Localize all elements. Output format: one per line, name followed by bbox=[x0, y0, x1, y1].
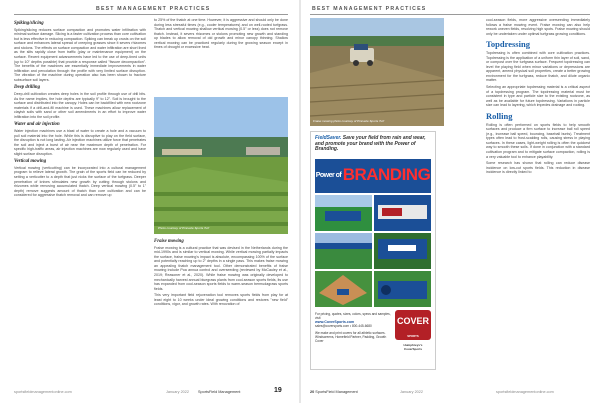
section-header-right: BEST MANAGEMENT PRACTICES bbox=[312, 6, 427, 12]
page-number-right: 20 bbox=[310, 390, 315, 394]
ad-photo-windscreen bbox=[374, 195, 431, 231]
paragraph: Selecting an appropriate topdressing material is a critical aspect of a topdressing program. The topdressing material must be consistent in type and particle size to the existing rootzone, as well as be available for future topdressing. Variations in particle size can lead to layering, which impedes drainage and rooting. bbox=[486, 85, 590, 108]
paragraph: Deep-drill cultivation creates deep holes in the soil profile through use of drill bits. As the name implies, the hole depths are typically 9" to 12". Soil is brought to the surface and distributed into the canopy. Holes can be backfilled with new rootzone materials if a drill-and-fill machine is used. These machines allow replacement of clayish soils with sand or other soil amendments in an effort to improve water infiltration into the soil profile. bbox=[14, 91, 146, 119]
footer-date-right: January 2022 bbox=[400, 390, 424, 394]
fraise-mowing-photo bbox=[310, 18, 444, 126]
ad-sub-brand: Humphreys's CoverSports bbox=[403, 343, 423, 351]
subheading: Fraise mowing bbox=[154, 239, 184, 244]
fraise-photo-image bbox=[310, 18, 444, 126]
ad-headline-text: Save your field from rain and wear, and promote your brand with the Power of Branding. bbox=[315, 135, 426, 153]
ad-branding-text bbox=[315, 165, 431, 185]
ad-footer bbox=[315, 312, 391, 343]
photo-caption: Photo courtesy of Pinnacle Sports Turf bbox=[158, 226, 210, 230]
ad-footer-line1: For pricing, quotes, sizes, colors, specs and samples, visit bbox=[315, 312, 391, 320]
ad-branding-highlight: BRANDING bbox=[342, 165, 431, 184]
ad-photo-stadium bbox=[315, 233, 372, 269]
ad-branding-prefix: Power of bbox=[315, 172, 343, 180]
field-aerial-photo bbox=[154, 97, 288, 234]
logo-subtext: SPORTS bbox=[407, 334, 419, 338]
left-column-1 bbox=[14, 18, 146, 200]
ad-photo-field-cover bbox=[315, 195, 372, 231]
ad-headline bbox=[315, 136, 431, 153]
section-heading: Rolling bbox=[486, 110, 513, 121]
subheading: Water and air injection bbox=[14, 122, 60, 128]
paragraph: Topdressing is often combined with core cultivation practices. Topdressing is the application of a uniform thin layer of soil, sand, or compost over the turfgrass surface. Frequent topdressing can level the playing field when minor variations or depressions are apparent, amend physical soil properties, create a better growing environment for the turfgrass, reduce thatch, and dilute organic matter. bbox=[486, 51, 590, 83]
paragraph: Water injection machines use a blast of water to create a hole and a vacuum to pull soil material into the hole. While this is disruptive to play on the field surface, the disruption is not long lasting. Air injection machines utilize force that penetrates the soil and inject a burst of air near the maximum depth of penetration. For specific high-traffic areas, air injection machines are now regularly used and have slight surface disruption. bbox=[14, 128, 146, 156]
paragraph: This very important field rejuvenation tool removes sports fields from play for at least eight to 10 weeks under ideal growing conditions and restores "new field" conditions, vigor, and growth rates. With renovation of bbox=[154, 293, 288, 307]
header-rule-right bbox=[310, 14, 590, 15]
paragraph: cool-season fields, more aggressive overseeding immediately follows a fraise mowing event. Fraise mowing can also help rework uneven fields, resolving high spots. Fraise mowing should only be undertaken under optimal turfgrass growing conditions. bbox=[486, 18, 590, 36]
ad-branding-banner bbox=[315, 159, 431, 193]
coversports-logo bbox=[395, 310, 431, 340]
subheading: Spiking/slicing bbox=[14, 21, 44, 26]
ad-footer-line3: Windscreens, Homefield Partner, Padding, Growth Cover bbox=[315, 335, 387, 343]
photo-caption: Fraise mowing photo courtesy of Pinnacle Sports Turf bbox=[313, 119, 385, 123]
fieldsaver-advertisement[interactable] bbox=[310, 131, 436, 370]
paragraph: Spiking/slicing reduces surface compaction and promotes water infiltration with minimal surface damage. Slicing is a faster cultivation process than core cultivation but is less effective in reducing compaction. Spiking can break up crusts on the soil surface and enhances lateral spread of creeping grasses since it severs rhizomes and stolons. The effects on surface compaction and water infiltration are short lived as the slits rapidly close from traffic (play or maintenance equipment) on the surface. Recent equipment advancements have led to the use of deep-tined units (up to 10" depths possible) that provide a response called "fissure decompaction". The benefits of the machines are essentially immediate improvements in water infiltration and percolation through the profile with very limited surface disruption. The vibration of the machine during operation also has been shown to fracture subsurface soil layers. bbox=[14, 27, 146, 82]
field-photo-image bbox=[154, 97, 288, 234]
paragraph: Fraise mowing is a cultural practice that was devised in the Netherlands during the mid-1990s and is similar to vertical mowing. While vertical mowing partially impacts the surface, fraise mowing's impact is absolute, encompassing 100% of the surface and potentially reaching up to 2" depths in a single pass. This makes fraise mowing an appealing thatch management tool. Other demonstrated benefits of fraise mowing include Poa annua control and overseeding (reviewed by McCauley et al., 2019; Reasoner et al., 2020). While fraise mowing was originally developed to mechanically harvest annual bluegrass plants from cool-season sports fields, its use has expanded from cool-season sports fields to warm-season bermudagrass sports fields. bbox=[154, 245, 288, 291]
footer-magazine-right bbox=[310, 390, 358, 394]
paragraph: Rolling is often performed on sports fields to help smooth surfaces and produce a firm surface to increase ball roll speed (e.g., increase ball speed, bouncing, baseball bunts). Treatment types often lead to frost-scalding rolls, causing stress in playing surfaces. In these cases, light-weight rolling is often the quickest way to smooth these soils. If done in conjunction with a standard cultivation program and to mitigate surface compaction, rolling is a very valuable tool to enhance playability. bbox=[486, 122, 590, 159]
footer-site-right: sportsfieldmanagementonline.com bbox=[496, 390, 554, 394]
footer-magazine-name: SportsField Management bbox=[315, 390, 358, 394]
ad-website-link[interactable]: www.CoverSports.com bbox=[315, 320, 355, 324]
subheading: Vertical mowing bbox=[14, 159, 47, 165]
ad-brand-name: FieldSaver. bbox=[315, 135, 342, 141]
ad-photo-padding bbox=[374, 233, 431, 269]
ad-contact[interactable]: sales@coversports.com • 800-445-6680 bbox=[315, 324, 372, 328]
footer-date-left: January 2022 bbox=[166, 390, 190, 394]
ad-image-grid bbox=[315, 195, 431, 307]
paragraph: to 25% of the thatch at one time. However, it is aggressive and should only be done during less stressful times (e.g., cooler temperatures) and on well-rooted turfgrass. Thatch and vertical mowing shallow vertical mowing (0.5" or less) does not remove thatch. Instead, it severs rhizomes or stolons promoting new growth and standing up blades to allow removal of old growth and minor canopy thinning. Shallow vertical mowing can be practiced regularly during the growing season except in times of drought or excessive heat. bbox=[154, 18, 288, 50]
logo-text: COVER bbox=[396, 316, 429, 326]
paragraph: Some research has shown that rolling can reduce disease incidence on low-cut sports fields. This reduction in disease incidence is directly linked to bbox=[486, 161, 590, 175]
ad-footer-line2: We make and print covers for all athletic surfaces. bbox=[315, 331, 386, 335]
page-number-left: 19 bbox=[274, 387, 282, 394]
subheading: Deep drilling bbox=[14, 85, 40, 91]
ad-photo-rolled-cover bbox=[374, 271, 431, 307]
section-header-left: BEST MANAGEMENT PRACTICES bbox=[96, 6, 211, 12]
footer-magazine-left: SportsField Management bbox=[198, 390, 241, 394]
left-column-2-top bbox=[154, 18, 288, 52]
section-heading: Topdressing bbox=[486, 39, 530, 50]
footer-site-left: sportsfieldmanagementonline.com bbox=[14, 390, 72, 394]
ad-photo-infield bbox=[315, 271, 372, 307]
left-column-2-bottom bbox=[154, 236, 288, 309]
header-rule-left bbox=[14, 14, 288, 15]
paragraph: Vertical mowing (verticutting) can be incorporated into a cultural management program to relieve lateral growth. The grain of the sports field can be reduced by setting a verticutter to a depth that just nicks the surface of the turfgrass. Deeper penetration of knives stimulates new growth by cutting through stolons and rhizomes while removing accumulated thatch. Deep vertical mowing (0.5" to 1" depth) remove suggests amount of thatch than core cultivation and can be considered for aggressive thatch removal and can remove up bbox=[14, 165, 146, 198]
right-column bbox=[486, 18, 590, 177]
